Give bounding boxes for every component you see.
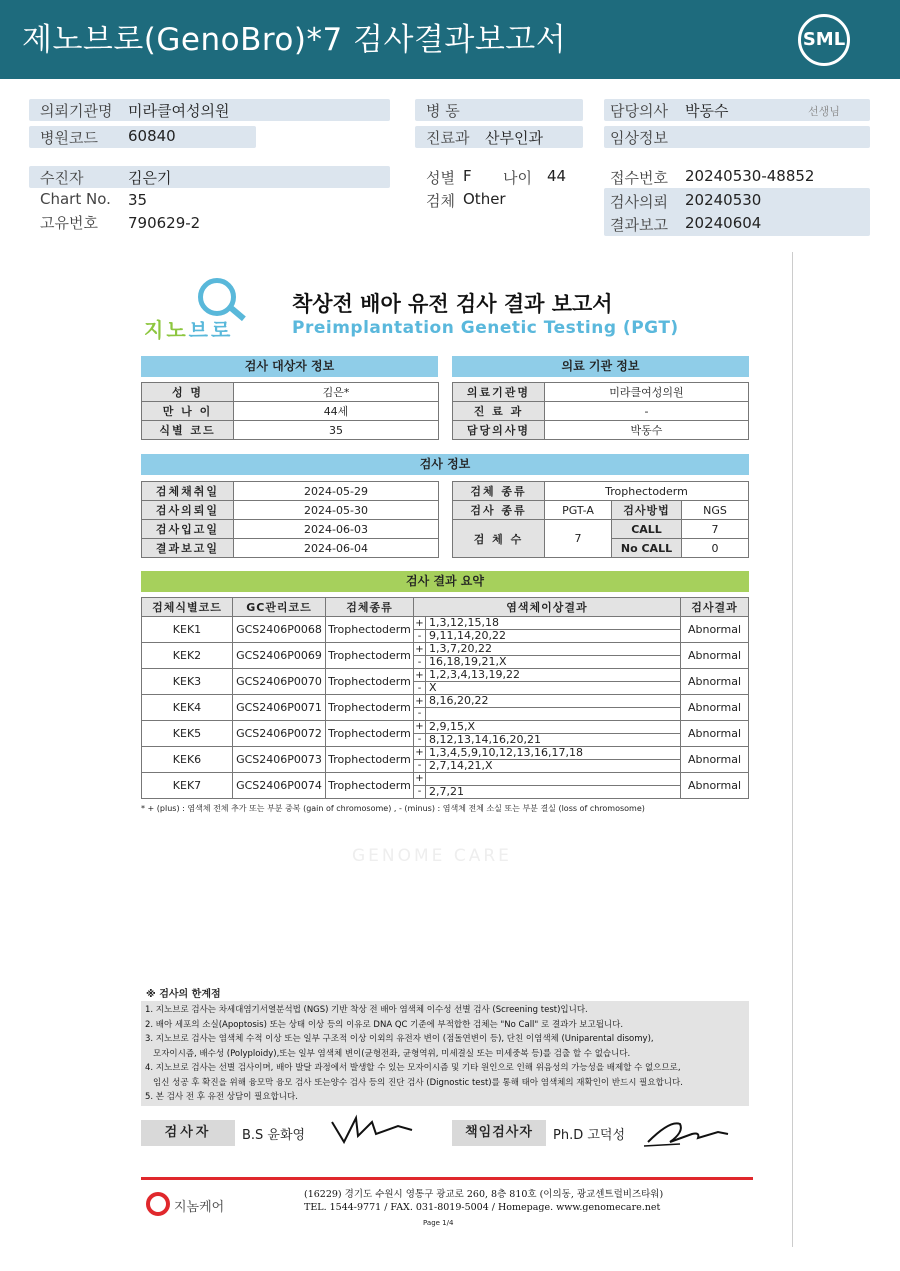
sample-type: Trophectoderm [326,695,414,721]
footer-divider [141,1177,753,1180]
genomecare-logo-icon [146,1192,170,1216]
table-row [142,669,749,682]
age-value: 44 [547,167,567,185]
sample-type: Trophectoderm [326,772,414,798]
subject-id: 35 [234,421,439,440]
specimen-value: Other [463,190,506,208]
gain-chromosomes: 1,3,4,5,9,10,12,13,16,17,18 [426,746,681,759]
receipt-value: 20240530-48852 [685,167,815,185]
request-org-label: 의뢰기관명 [40,102,113,120]
sample-id: KEK3 [142,669,233,695]
loss-chromosomes: 2,7,14,21,X [426,759,681,772]
table-row [142,720,749,733]
report-date-label: 결과보고 [610,216,668,234]
institution-doctor: 박동수 [545,421,749,440]
ward-label: 병 동 [426,102,460,120]
institution-table: 의료기관명 미라클여성의원 진 료 과 - 담당의사명 박동수 [452,382,749,440]
gain-chromosomes: 1,3,12,15,18 [426,617,681,630]
doctor-value: 박동수 [685,102,729,120]
test-type: PGT-A [545,501,612,520]
subject-age: 44세 [234,402,439,421]
test-method: NGS [682,501,749,520]
scroll-divider [792,252,793,1247]
sample-id: KEK4 [142,695,233,721]
minus-sign: - [414,682,426,695]
gc-code: GCS2406P0069 [233,643,326,669]
watermark: GENOME CARE [352,846,512,866]
receipt-label: 접수번호 [610,169,668,187]
sample-type: Trophectoderm [326,746,414,772]
gc-code: GCS2406P0074 [233,772,326,798]
receive-date: 2024-06-03 [234,520,439,539]
subject-table: 성 명 김은* 만 나 이 44세 식별 코드 35 [141,382,439,440]
gain-chromosomes: 8,16,20,22 [426,695,681,708]
limits-title: ※ 검사의 한계점 [146,989,221,1000]
tester-label: 검사자 [141,1120,235,1146]
sample-id: KEK7 [142,772,233,798]
page-title: 제노브로(GenoBro)*7 검사결과보고서 [22,22,567,58]
loss-chromosomes [426,708,681,721]
page-number: Page 1/4 [423,1219,454,1227]
sex-label: 성별 [426,169,455,187]
clinical-label: 임상정보 [610,129,668,147]
gain-chromosomes [426,772,681,785]
sample-type: Trophectoderm [326,643,414,669]
sex-value: F [463,167,472,185]
loss-chromosomes: X [426,682,681,695]
specimen-count: 7 [545,520,612,558]
loss-chromosomes: 16,18,19,21,X [426,656,681,669]
sample-type: Trophectoderm [326,617,414,643]
minus-sign: - [414,656,426,669]
plus-sign: + [415,773,424,785]
gain-chromosomes: 1,2,3,4,13,19,22 [426,669,681,682]
chart-label: Chart No. [40,190,111,208]
request-date-value: 20240530 [685,191,762,209]
dept-value: 산부인과 [485,129,543,147]
section-subject-title: 검사 대상자 정보 [141,356,438,377]
footnote: * + (plus) : 염색체 전체 추가 또는 부분 중복 (gain of chromosome) , - (minus) : 염색체 전체 소실 또는 부분 결실 (loss of chromosome) [141,804,645,813]
result-value: Abnormal [681,695,749,721]
result-value: Abnormal [681,643,749,669]
doctor-label: 담당의사 [610,102,668,120]
director-signature [640,1112,730,1152]
age-label: 나이 [503,169,532,187]
table-row [142,746,749,759]
hospital-code-value: 60840 [128,127,176,145]
director-label: 책임검사자 [452,1120,546,1146]
dept-label: 진료과 [426,129,470,147]
gc-code: GCS2406P0072 [233,720,326,746]
director-name: Ph.D 고덕성 [553,1128,626,1143]
patient-value: 김은기 [128,169,172,187]
unique-label: 고유번호 [40,214,98,232]
table-row [142,643,749,656]
table-row [142,695,749,708]
table-row [142,617,749,630]
chart-value: 35 [128,191,148,209]
header-bar [0,0,900,79]
sample-id: KEK6 [142,746,233,772]
footer-address: (16229) 경기도 수원시 영통구 광교로 260, 8층 810호 (이의동, 광교센트럴비즈타워) TEL. 1544-9771 / FAX. 031-8019-5004 / Homepage. www.genomecare.net [304,1189,664,1213]
sample-id: KEK5 [142,720,233,746]
test-specimen-table: 검체 종류 Trophectoderm 검사 종류 PGT-A 검사방법 NGS 검 체 수 7 CALL 7 No CALL 0 [452,481,749,558]
plus-sign: + [415,747,424,759]
result-value: Abnormal [681,617,749,643]
section-summary-title: 검사 결과 요약 [141,571,749,592]
loss-chromosomes: 8,12,13,14,16,20,21 [426,733,681,746]
request-org-value: 미라클여성의원 [128,102,230,120]
request-date: 2024-05-30 [234,501,439,520]
report-title: 착상전 배아 유전 검사 결과 보고서 [292,292,613,316]
patient-label: 수진자 [40,169,84,187]
institution-org: 미라클여성의원 [545,383,749,402]
doctor-suffix: 선생님 [808,105,840,118]
gain-chromosomes: 2,9,15,X [426,720,681,733]
gain-chromosomes: 1,3,7,20,22 [426,643,681,656]
sample-type: Trophectoderm [326,720,414,746]
sample-id: KEK1 [142,617,233,643]
minus-sign: - [414,708,426,721]
plus-sign: + [415,617,424,629]
section-test-title: 검사 정보 [141,454,749,475]
gc-code: GCS2406P0073 [233,746,326,772]
plus-sign: + [415,721,424,733]
tester-signature [328,1112,414,1148]
table-row [142,772,749,785]
sample-id: KEK2 [142,643,233,669]
report-date-value: 20240604 [685,214,762,232]
result-value: Abnormal [681,720,749,746]
plus-sign: + [415,643,424,655]
limits-box: 1. 지노브로 검사는 차세대염기서열분석법 (NGS) 기반 착상 전 배아 염색체 이수성 선별 검사 (Screening test)입니다. 2. 배아 세포의 소실(Apoptosis) 또는 상태 이상 등의 이유로 DNA QC 기준에 부적합한 검체는 "No Call" 로 결과가 보고됩니다. 3. 지노브로 검사는 염색체 수적 이상 또는 일부 구조적 이상 이외의 유전자 변이 (점돌연변이 등), 단친 이염색체 (Uniparental disomy), 모자이시즘, 배수성 (Polyploidy),또는 일부 염색체 변이(균형전좌, 균형역위, 미세결실 또는 미세중복 등)를 검출 할 수 없습니다. 4. 지노브로 검사는 선별 검사이며, 배아 발달 과정에서 발생할 수 있는 모자이시즘 및 기타 원인으로 인해 위음성의 가능성을 배제할 수 없으므로, 임신 성공 후 확진을 위해 융모막 융모 검사 또는양수 검사 등의 진단 검사 (Dignostic test)를 통해 태아 염색체의 재확인이 반드시 필요합니다. 5. 본 검사 전 후 유전 상담이 필요합니다. [141,1001,749,1106]
institution-dept: - [545,402,749,421]
minus-sign: - [414,630,426,643]
section-institution-title: 의료 기관 정보 [452,356,749,377]
report-date: 2024-06-04 [234,539,439,558]
report-subtitle: Preimplantation Genetic Testing (PGT) [292,318,679,338]
result-value: Abnormal [681,669,749,695]
gc-code: GCS2406P0071 [233,695,326,721]
specimen-label: 검체 [426,192,455,210]
plus-sign: + [415,669,424,681]
sample-type: Trophectoderm [326,669,414,695]
call-count: 7 [682,520,749,539]
minus-sign: - [414,759,426,772]
gc-code: GCS2406P0070 [233,669,326,695]
minus-sign: - [414,785,426,798]
hospital-code-label: 병원코드 [40,129,98,147]
subject-name: 김은* [234,383,439,402]
sml-logo: SML [798,14,850,66]
nocall-count: 0 [682,539,749,558]
plus-sign: + [415,695,424,707]
summary-table: 검체식별코드 GC관리코드 검체종류 염색체이상결과 검사결과 KEK1 GCS2406P0068 Trophectoderm + 1,3,12,15,18 Abnormal - 9,11,14,20,22 KEK2 GCS2406P0069 Trophectoderm + 1,3,7,20,22 Abnormal - 16,18,19,21,X KEK3 GCS2406P0070 Trophectoderm + 1,2,3,4,13,19,22 Abnormal - X KEK4 GCS2406P0071 Trophectoderm + 8,16,20,22 Abnormal - KEK5 GCS2406P0072 Trophectoderm + 2,9,15,X Abnormal - 8,12,13,14,16,20,21 KEK6 GCS2406P0073 Trophectoderm + 1,3,4,5,9,10,12,13,16,17,18 Abnormal - 2,7,14,21,X KEK7 GCS2406P0074 Trophectoderm + Abnormal - 2,7,21 [141,597,749,799]
specimen-type: Trophectoderm [545,482,749,501]
genobro-logo: 지노브로 [140,278,250,338]
genomecare-logo: 지놈케어 [146,1192,236,1218]
loss-chromosomes: 9,11,14,20,22 [426,630,681,643]
result-value: Abnormal [681,746,749,772]
result-value: Abnormal [681,772,749,798]
request-date-label: 검사의뢰 [610,193,668,211]
gc-code: GCS2406P0068 [233,617,326,643]
test-dates-table: 검체채취일 2024-05-29 검사의뢰일 2024-05-30 검사입고일 2024-06-03 결과보고일 2024-06-04 [141,481,439,558]
minus-sign: - [414,733,426,746]
tester-name: B.S 윤화영 [242,1128,306,1143]
loss-chromosomes: 2,7,21 [426,785,681,798]
unique-value: 790629-2 [128,214,201,232]
collect-date: 2024-05-29 [234,482,439,501]
